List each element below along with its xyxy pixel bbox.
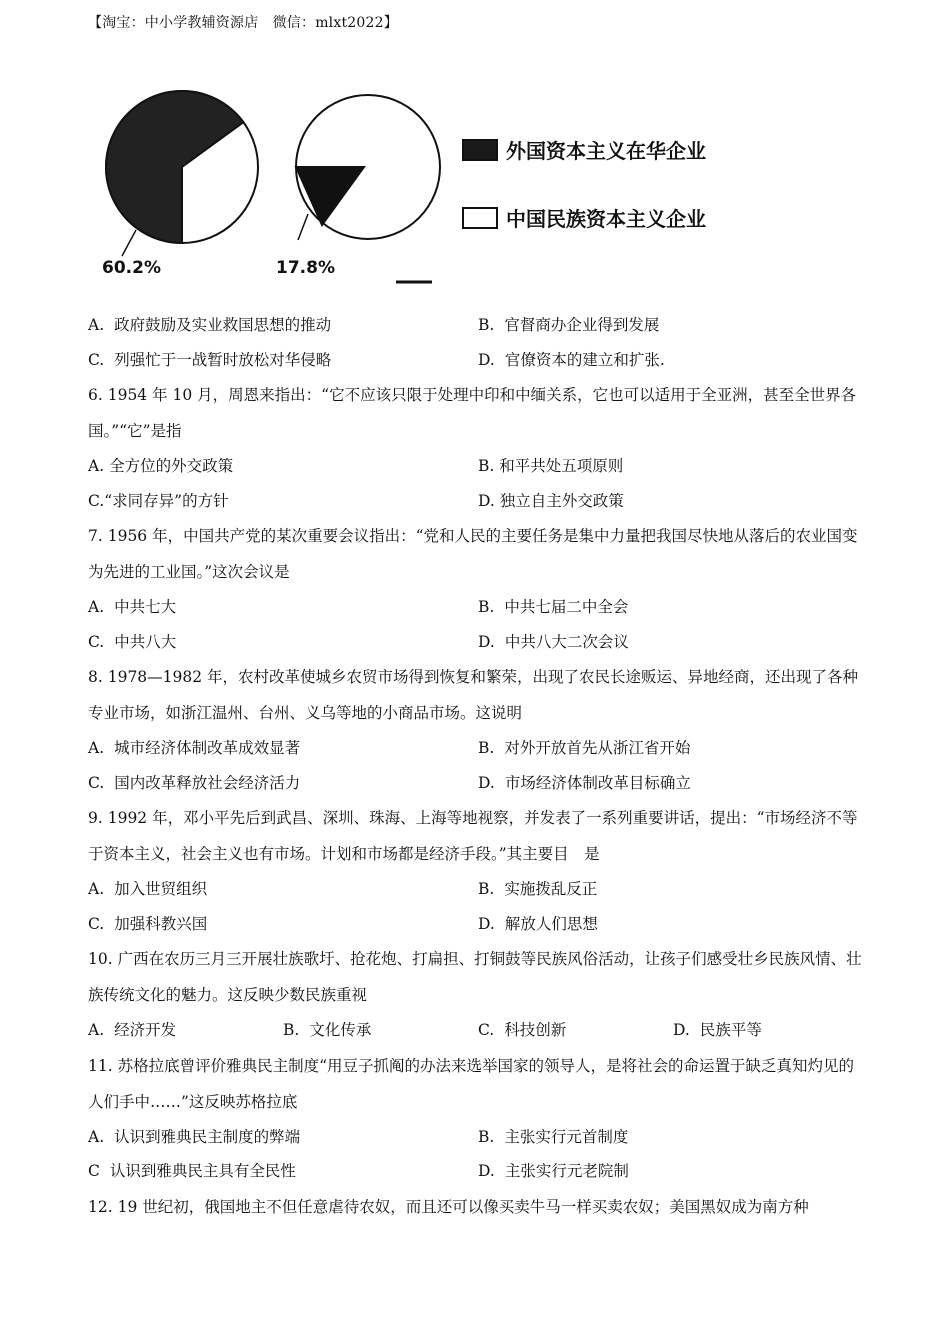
option-letter: B.	[478, 316, 495, 334]
option-d[interactable]	[478, 1154, 868, 1189]
option-letter: B.	[283, 1021, 300, 1039]
option-d[interactable]	[478, 625, 868, 660]
option-text: 中共八大二次会议	[504, 632, 629, 651]
option-text: 加强科教兴国	[114, 914, 208, 933]
option-text: 对外开放首先从浙江省开始	[504, 739, 691, 757]
option-a[interactable]	[88, 872, 478, 907]
option-text: 和平共处五项原则	[499, 457, 624, 475]
option-letter: C.	[88, 491, 105, 510]
question-8-stem: 8. 1978—1982 年，农村改革使城乡农贸市场得到恢复和繁荣，出现了农民长途贩运、异地经商，还出现了各种专业市场，如浙江温州、台州、义乌等地的小商品市场。这说明	[88, 668, 859, 722]
option-letter: C.	[88, 632, 105, 651]
option-letter: B.	[478, 1127, 495, 1146]
option-letter: C.	[88, 773, 105, 792]
option-text: 官僚资本的建立和扩张.	[504, 350, 665, 369]
q11-options	[88, 1120, 868, 1189]
option-letter: D.	[478, 350, 495, 369]
option-d[interactable]	[478, 766, 868, 801]
option-text: 主张实行元首制度	[504, 1127, 629, 1146]
option-text: “求同存异”的方针	[104, 491, 229, 510]
option-text: 官督商办企业得到发展	[504, 316, 660, 334]
option-letter: C.	[88, 350, 105, 369]
option-a[interactable]	[88, 731, 478, 766]
option-text: 独立自主外交政策	[499, 491, 624, 510]
questions-content	[88, 308, 868, 1225]
option-c[interactable]	[88, 343, 478, 378]
option-b[interactable]	[283, 1013, 478, 1048]
option-letter: B.	[478, 457, 495, 475]
option-letter: C.	[88, 914, 105, 933]
legend-swatch-light	[462, 207, 498, 229]
question-11-stem: 11. 苏格拉底曾评价雅典民主制度“用豆子抓阄的办法来选举国家的领导人，是将社会的命运置于缺乏真知灼见的人们手中……”这反映苏格拉底	[88, 1056, 855, 1111]
option-a[interactable]	[88, 1013, 283, 1048]
legend-domestic	[462, 203, 706, 232]
option-c[interactable]	[88, 625, 478, 660]
option-text: 加入世贸组织	[114, 880, 208, 898]
option-letter: D.	[673, 1021, 690, 1039]
right-pie-percent: 17.8%	[276, 258, 335, 278]
option-d[interactable]	[478, 343, 868, 378]
option-c[interactable]	[88, 907, 478, 942]
option-b[interactable]	[478, 590, 868, 625]
option-a[interactable]	[88, 590, 478, 625]
option-letter: A.	[88, 1021, 105, 1039]
header-note: 【淘宝：中小学教辅资源店 微信：mlxt2022】	[88, 15, 398, 31]
option-c[interactable]	[478, 1013, 673, 1048]
option-letter: C.	[478, 1021, 495, 1039]
option-a[interactable]	[88, 308, 478, 343]
pie-charts-svg	[96, 80, 736, 290]
question-7-stem: 7. 1956 年，中国共产党的某次重要会议指出：“党和人民的主要任务是集中力量把我国尽快地从落后的农业国变为先进的工业国。”这次会议是	[88, 527, 858, 581]
option-text: 主张实行元老院制	[504, 1162, 629, 1180]
option-text: 民族平等	[699, 1021, 762, 1039]
option-letter: D.	[478, 632, 495, 651]
option-d[interactable]	[478, 907, 868, 942]
option-text: 全方位的外交政策	[109, 457, 234, 475]
option-letter: A.	[88, 1127, 105, 1146]
q9-options	[88, 872, 868, 941]
option-text: 中共七届二中全会	[504, 598, 629, 616]
legend-label: 中国民族资本主义企业	[506, 207, 706, 231]
question-12-stem: 12. 19 世纪初，俄国地主不但任意虐待农奴，而且还可以像买卖牛马一样买卖农奴；美国黑奴成为南方种	[88, 1197, 809, 1216]
option-d[interactable]	[478, 484, 868, 519]
legend-foreign	[462, 135, 706, 164]
option-text: 城市经济体制改革成效显著	[114, 739, 301, 757]
option-d[interactable]	[673, 1013, 868, 1048]
option-letter: A.	[88, 457, 105, 475]
option-b[interactable]	[478, 449, 868, 484]
option-b[interactable]	[478, 308, 868, 343]
option-letter: A.	[88, 316, 105, 334]
option-letter: B.	[478, 880, 495, 898]
option-text: 解放人们思想	[504, 914, 598, 933]
legend-swatch-dark	[462, 139, 498, 161]
option-c[interactable]	[88, 484, 478, 519]
question-10-stem: 10. 广西在农历三月三开展壮族歌圩、抢花炮、打扁担、打铜鼓等民族风俗活动，让孩子们感受壮乡民族风情、壮族传统文化的魅力。这反映少数民族重视	[88, 950, 862, 1004]
option-b[interactable]	[478, 1120, 868, 1155]
option-text: 经济开发	[114, 1021, 177, 1039]
option-text: 列强忙于一战暂时放松对华侵略	[114, 350, 332, 369]
option-text: 认识到雅典民主制度的弊端	[114, 1127, 301, 1146]
option-text: 认识到雅典民主具有全民性	[109, 1162, 296, 1180]
option-text: 文化传承	[309, 1021, 372, 1039]
option-letter: D.	[478, 914, 495, 933]
option-text: 市场经济体制改革目标确立	[504, 773, 691, 792]
option-a[interactable]	[88, 1120, 478, 1155]
option-letter: D.	[478, 1162, 495, 1180]
option-letter: A.	[88, 739, 105, 757]
option-text: 政府鼓励及实业救国思想的推动	[114, 316, 332, 334]
option-b[interactable]	[478, 872, 868, 907]
pie-chart-figure	[96, 80, 736, 290]
option-text: 中共八大	[114, 632, 177, 651]
question-9-stem: 9. 1992 年，邓小平先后到武昌、深圳、珠海、上海等地视察，并发表了一系列重要讲话，提出：“市场经济不等于资本主义，社会主义也有市场。计划和市场都是经济手段。”其主要目 是	[88, 809, 858, 863]
q8-options	[88, 731, 868, 800]
left-pie-leader	[122, 230, 136, 256]
option-letter: C	[88, 1162, 100, 1180]
option-b[interactable]	[478, 731, 868, 766]
left-pie-percent: 60.2%	[102, 258, 161, 278]
option-a[interactable]	[88, 449, 478, 484]
option-letter: A.	[88, 880, 105, 898]
option-letter: B.	[478, 598, 495, 616]
option-letter: D.	[478, 491, 495, 510]
legend-label: 外国资本主义在华企业	[506, 139, 706, 163]
option-text: 国内改革释放社会经济活力	[114, 773, 301, 792]
q6-options	[88, 449, 868, 518]
option-letter: A.	[88, 598, 105, 616]
q7-options	[88, 590, 868, 659]
right-pie-leader	[298, 214, 308, 240]
question-6-stem: 6. 1954 年 10 月，周恩来指出：“它不应该只限于处理中印和中缅关系，它也可以适用于全亚洲，甚至全世界各国。”“它”是指	[88, 386, 857, 440]
option-c[interactable]	[88, 766, 478, 801]
option-c[interactable]	[88, 1154, 478, 1189]
option-letter: D.	[478, 773, 495, 792]
option-letter: B.	[478, 739, 495, 757]
q10-options	[88, 1013, 868, 1048]
option-text: 实施拨乱反正	[504, 880, 598, 898]
option-text: 科技创新	[504, 1021, 567, 1039]
q5-options	[88, 308, 868, 377]
option-text: 中共七大	[114, 598, 177, 616]
